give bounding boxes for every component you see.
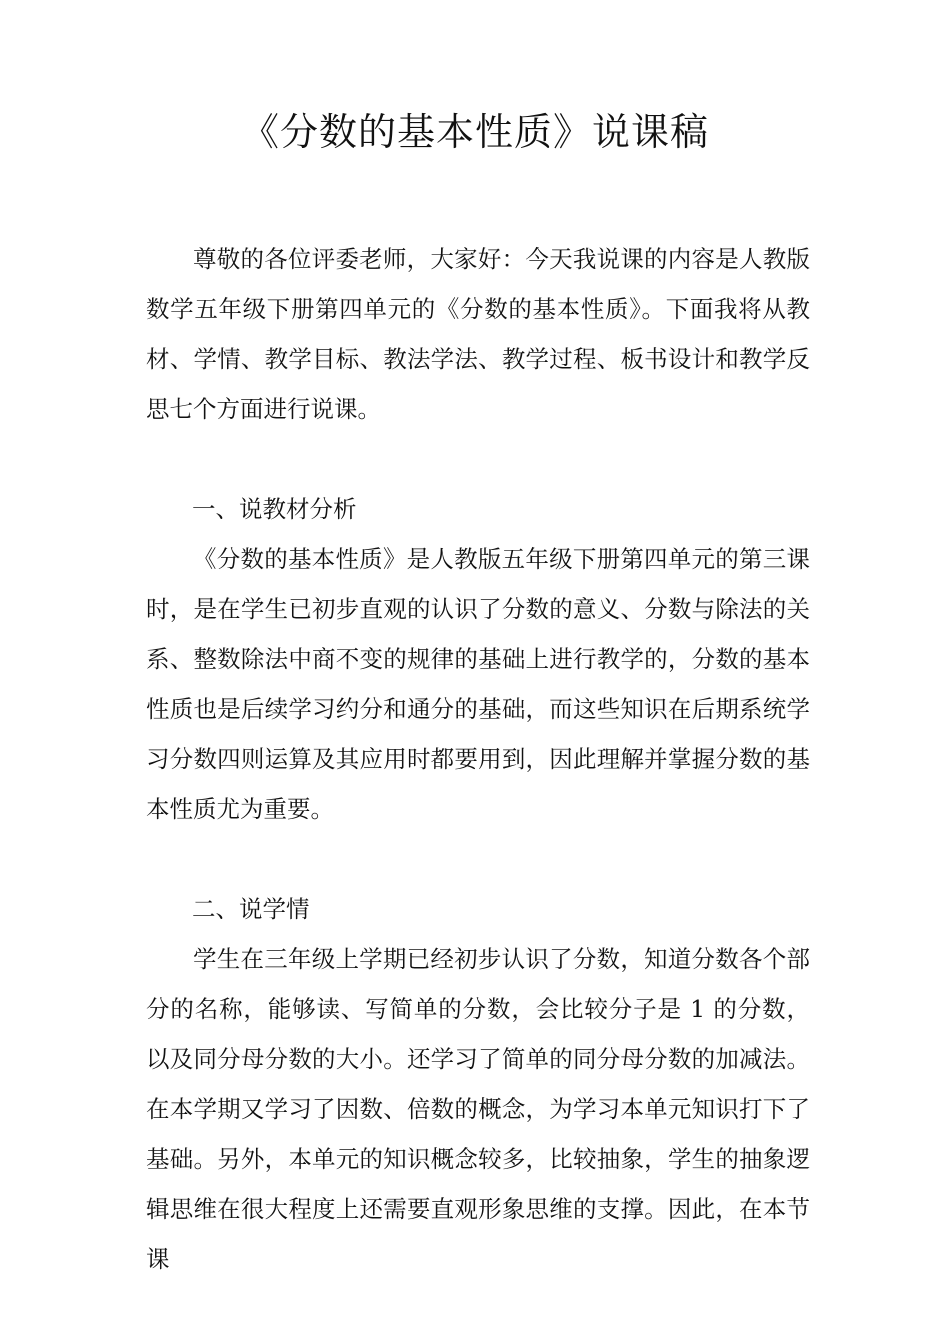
document-title: 《分数的基本性质》说课稿 (240, 110, 709, 154)
section-paragraph-textbook: 《分数的基本性质》是人教版五年级下册第四单元的第三课时，是在学生已初步直观的认识了分数的意义、分数与除法的关系、整数除法中商不变的规律的基础上进行教学的，分数的基本性质也是后续学习约分和通分的基础，而这些知识在后期系统学习分数四则运算及其应用时都要用到，因此理解并掌握分数的基本性质尤为重要。 (146, 545, 810, 823)
intro-paragraph: 尊敬的各位评委老师，大家好：今天我说课的内容是人教版数学五年级下册第四单元的《分数的基本性质》。下面我将从教材、学情、教学目标、教法学法、教学过程、板书设计和教学反思七个方面进行说课。 (146, 245, 810, 423)
section-heading-students: 二、说学情 (192, 895, 310, 923)
section-heading-textbook: 一、说教材分析 (192, 495, 357, 523)
section-paragraph-students: 学生在三年级上学期已经初步认识了分数，知道分数各个部分的名称，能够读、写简单的分数，会比较分子是 1 的分数，以及同分母分数的大小。还学习了简单的同分母分数的加减法。 在本学期又学习了因数、倍数的概念，为学习本单元知识打下了基础。另外，本单元的知识概念较多，比较抽象，学生的抽象逻辑思维在很大程度上还需要直观形象思维的支撑。因此，在本节课 (146, 945, 810, 1273)
